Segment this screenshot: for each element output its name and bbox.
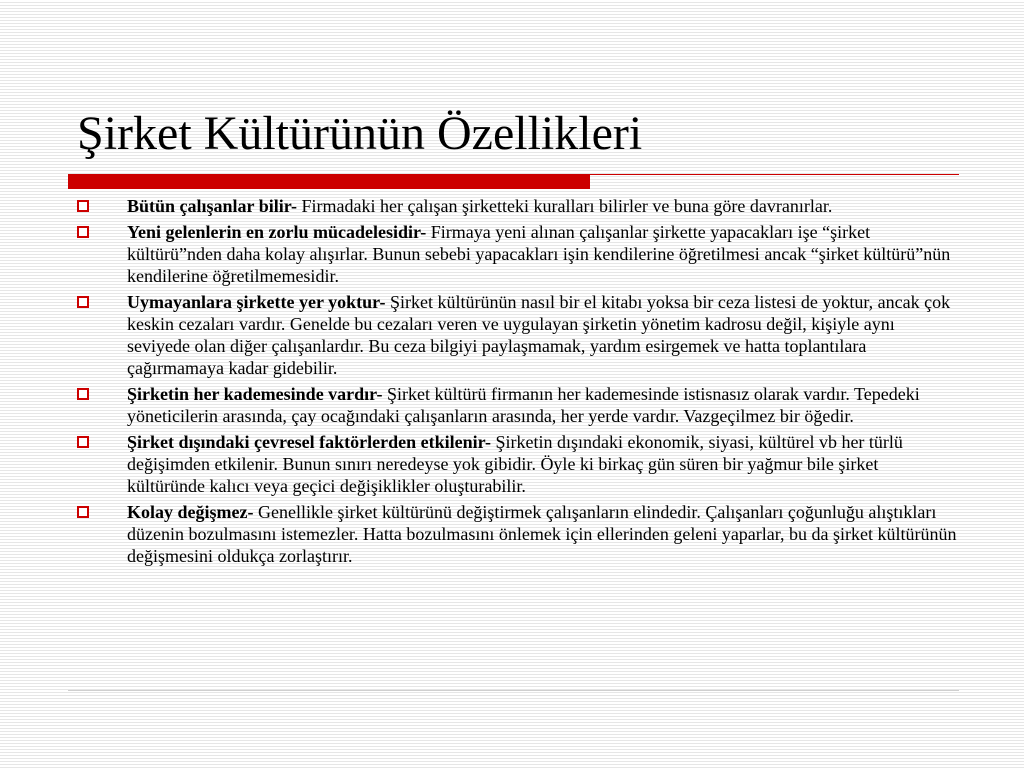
bullet-text bbox=[127, 501, 957, 567]
square-outline-icon bbox=[77, 226, 89, 238]
footer-divider bbox=[68, 690, 959, 691]
title-underline-line bbox=[590, 174, 959, 175]
bullet-body: Firmadaki her çalışan şirketteki kuralları bilirler ve buna göre davranırlar. bbox=[301, 196, 833, 216]
square-outline-icon bbox=[77, 296, 89, 308]
bullet-text bbox=[127, 195, 957, 217]
bullet-heading: Kolay değişmez- bbox=[127, 502, 254, 522]
square-outline-icon bbox=[77, 436, 89, 448]
bullet-body: Şirket kültürünün nasıl bir el kitabı yoksa bir ceza listesi de yoktur, ancak çok keskin cezaları vardır. Genelde bu cezaları veren ve uygulayan şirketin yönetim kadrosu değil, kişiyle aynı seviyede olan diğer çalışanlardır. Bu ceza bilgiyi paylaşmamak, yardım esirgemek ve hatta toplantılara çağırmamaya kadar gidebilir. bbox=[127, 292, 951, 378]
bullet-item bbox=[77, 383, 957, 427]
bullet-heading: Bütün çalışanlar bilir- bbox=[127, 196, 298, 216]
bullet-heading: Şirketin her kademesinde vardır- bbox=[127, 384, 383, 404]
bullet-heading: Yeni gelenlerin en zorlu mücadelesidir- bbox=[127, 222, 427, 242]
bullet-body: Şirketin dışındaki ekonomik, siyasi, kültürel vb her türlü değişimden etkilenir. Bunun sınırı neredeyse yok gibidir. Öyle ki birkaç gün süren bir yağmur bile şirket kültüründe kalıcı veya geçici değişiklikler oluşturabilir. bbox=[127, 432, 903, 496]
bullet-item bbox=[77, 291, 957, 379]
bullet-item bbox=[77, 195, 957, 217]
bullet-text bbox=[127, 431, 957, 497]
bullet-body: Şirket kültürü firmanın her kademesinde istisnasız olarak vardır. Tepedeki yöneticilerin arasında, çay ocağındaki çalışanların arasında, her yerde vardır. Vazgeçilmez bir öğedir. bbox=[127, 384, 920, 426]
bullet-text bbox=[127, 291, 957, 379]
bullet-heading: Şirket dışındaki çevresel faktörlerden etkilenir- bbox=[127, 432, 491, 452]
bullet-item bbox=[77, 501, 957, 567]
bullet-heading: Uymayanlara şirkette yer yoktur- bbox=[127, 292, 386, 312]
bullet-item bbox=[77, 221, 957, 287]
square-outline-icon bbox=[77, 200, 89, 212]
bullet-text bbox=[127, 221, 957, 287]
title-underline bbox=[68, 174, 959, 189]
slide-title: Şirket Kültürünün Özellikleri bbox=[77, 107, 643, 160]
bullet-body: Genellikle şirket kültürünü değiştirmek çalışanların elindedir. Çalışanları çoğunluğu alıştıkları düzenin bozulmasını istemezler. Hatta bozulmasını önlemek için ellerinden geleni yaparlar, bu da şirket kültürünün değişmesini oldukça zorlaştırır. bbox=[127, 502, 957, 566]
bullet-text bbox=[127, 383, 957, 427]
bullet-body: Firmaya yeni alınan çalışanlar şirkette yapacakları işe “şirket kültürü”nden daha kolay alışırlar. Bunun sebebi yapacakları işin kendilerine öğretilmesi ancak “şirket kültürü”nün kendilerine öğretilmemesidir. bbox=[127, 222, 951, 286]
title-underline-bar bbox=[68, 174, 590, 189]
bullet-item bbox=[77, 431, 957, 497]
square-outline-icon bbox=[77, 388, 89, 400]
bullet-list bbox=[77, 195, 957, 571]
square-outline-icon bbox=[77, 506, 89, 518]
